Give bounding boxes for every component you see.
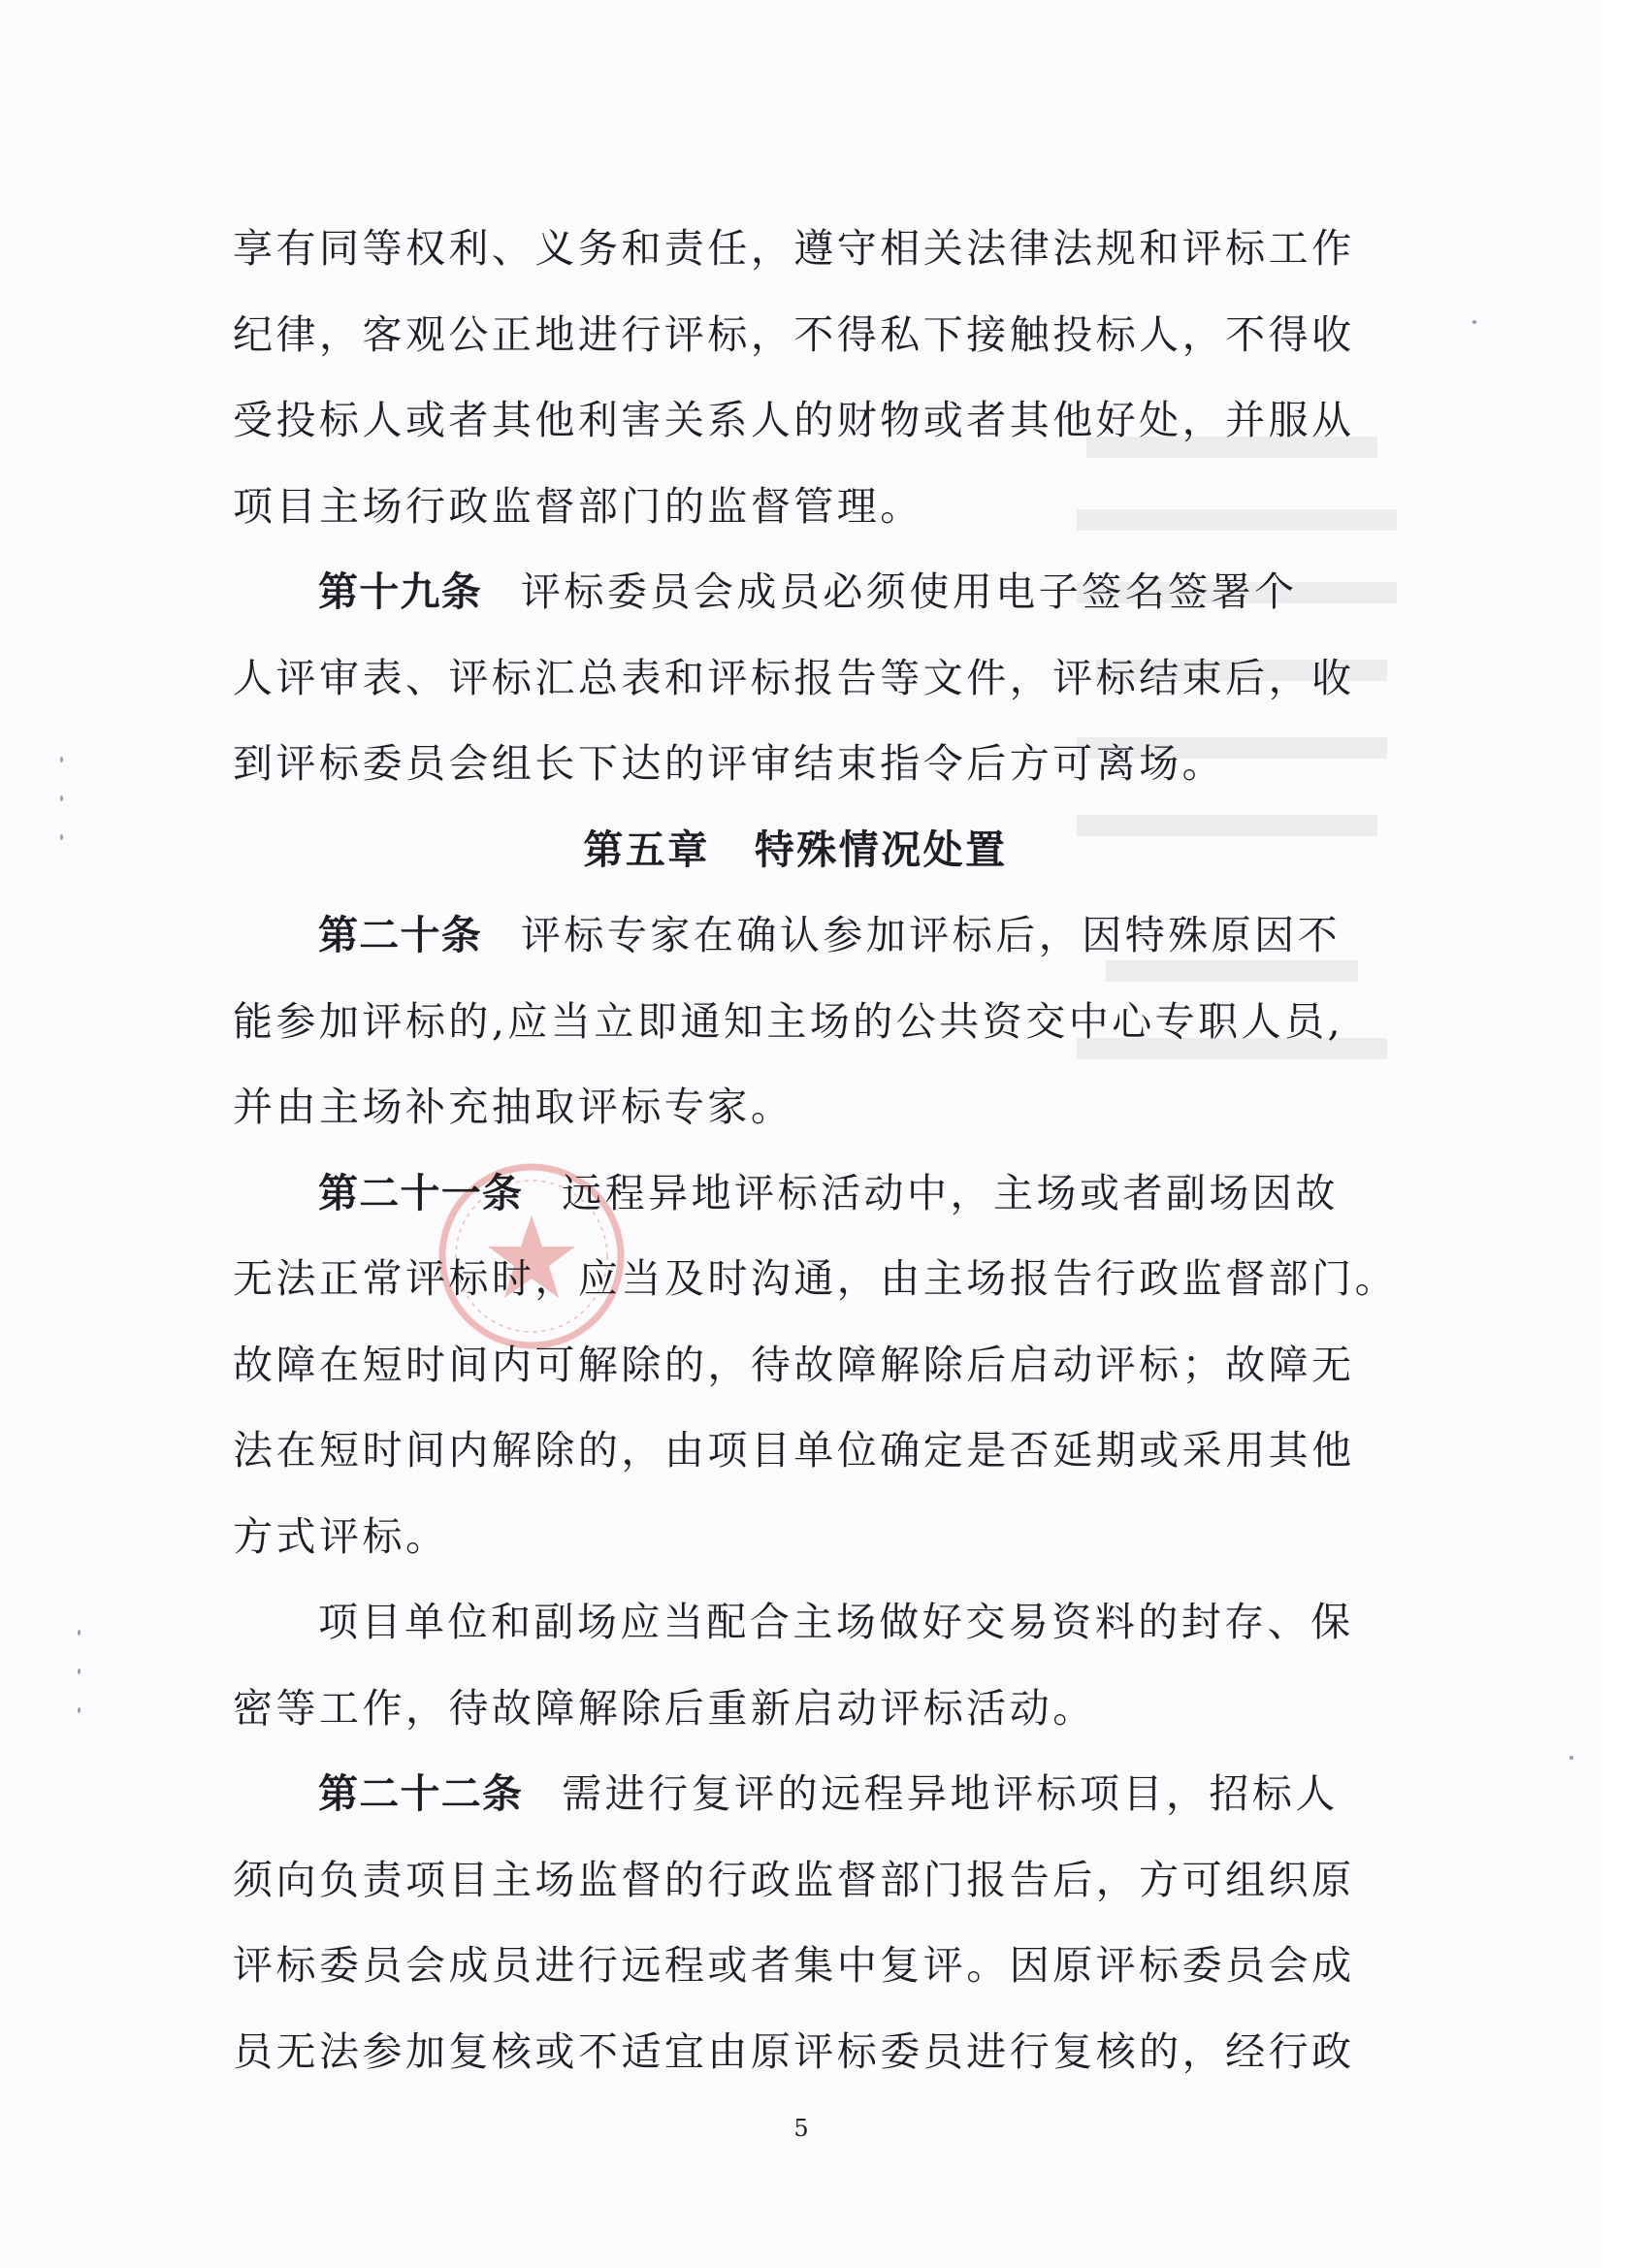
scan-margin <box>1602 0 1649 2268</box>
article-19 <box>233 549 1377 807</box>
article-heading: 第二十条 <box>318 912 482 958</box>
document-body <box>233 206 1399 2094</box>
text-line: 法在短时间内解除的，由项目单位确定是否延期或采用其他 <box>233 1427 1355 1474</box>
text-line: 项目主场行政监督部门的监督管理。 <box>233 482 923 530</box>
paragraph-continuation <box>233 1579 1377 1751</box>
article-heading: 第十九条 <box>318 568 482 615</box>
scan-speck <box>1569 1756 1573 1760</box>
article-heading: 第二十二条 <box>318 1770 524 1817</box>
scan-speck <box>60 795 63 801</box>
article-22 <box>233 1751 1377 2094</box>
scan-speck <box>60 834 63 840</box>
text-line: 评标委员会成员必须使用电子签名签署个 <box>520 568 1298 615</box>
paragraph-1 <box>233 206 1377 549</box>
text-line: 人评审表、评标汇总表和评标报告等文件，评标结束后，收 <box>233 654 1355 701</box>
text-line: 远程异地评标活动中，主场或者副场因故 <box>562 1169 1339 1216</box>
text-line: 须向负责项目主场监督的行政监督部门报告后，方可组织原 <box>233 1856 1355 1903</box>
scan-speck <box>78 1630 81 1636</box>
text-line: 密等工作，待故障解除后重新启动评标活动。 <box>233 1684 1096 1732</box>
text-line: 需进行复评的远程异地评标项目，招标人 <box>562 1770 1339 1817</box>
article-heading: 第二十一条 <box>318 1169 524 1216</box>
scan-speck <box>78 1669 81 1674</box>
text-line: 故障在短时间内可解除的，待故障解除后启动评标；故障无 <box>233 1341 1355 1388</box>
chapter-heading <box>233 807 1377 893</box>
text-line: 无法正常评标时，应当及时沟通，由主场报告行政监督部门。 <box>233 1255 1399 1302</box>
text-line: 受投标人或者其他利害关系人的财物或者其他好处，并服从 <box>233 397 1355 443</box>
text-line: 员无法参加复核或不适宜由原评标委员进行复核的，经行政 <box>233 2027 1355 2075</box>
article-20 <box>233 892 1377 1150</box>
text-line: 评标委员会成员进行远程或者集中复评。因原评标委员会成 <box>233 1942 1355 1989</box>
text-line: 评标专家在确认参加评标后，因特殊原因不 <box>520 912 1342 958</box>
text-line: 享有同等权利、义务和责任，遵守相关法律法规和评标工作 <box>233 225 1355 272</box>
text-line: 方式评标。 <box>233 1512 449 1560</box>
text-line: 到评标委员会组长下达的评审结束指令后方可离场。 <box>233 740 1226 787</box>
text-line: 纪律，客观公正地进行评标，不得私下接触投标人，不得收 <box>233 310 1355 358</box>
article-21 <box>233 1150 1399 1580</box>
scan-speck <box>78 1707 81 1713</box>
scan-speck <box>60 757 63 762</box>
chapter-title: 特殊情况处置 <box>754 826 1008 873</box>
page-number: 5 <box>793 2115 809 2142</box>
text-line: 能参加评标的,应当立即通知主场的公共资交中心专职人员, <box>233 997 1344 1045</box>
scan-speck <box>1472 320 1476 324</box>
text-line: 项目单位和副场应当配合主场做好交易资料的封存、保 <box>318 1599 1354 1645</box>
text-line: 并由主场补充抽取评标专家。 <box>233 1084 794 1130</box>
chapter-number: 第五章 <box>583 826 710 873</box>
